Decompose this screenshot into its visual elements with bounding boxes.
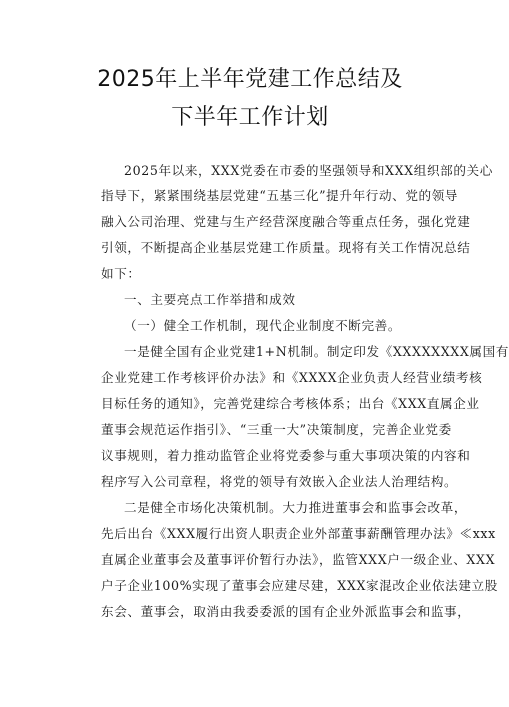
body-line: 引领，不断提高企业基层党建工作质量。现将有关工作情况总结 [101,240,471,255]
body-line: 企业党建工作考核评价办法》和《XXXX企业负责人经营业绩考核 [101,370,483,385]
body-line: 一是健全国有企业党建1+N机制。制定印发《XXXXXXXX属国有 [124,344,509,359]
body-line: 目标任务的通知》，完善党建综合考核体系；出台《XXX直属企业 [101,396,480,411]
body-line: 东会、董事会，取消由我委委派的国有企业外派监事会和监事， [101,604,471,619]
section-heading: 一、主要亮点工作举措和成效 [124,292,296,307]
body-line: 程序写入公司章程，将党的领导有效嵌入企业法人治理结构。 [101,474,458,489]
body-line: 2025年以来，XXX党委在市委的坚强领导和XXX组织部的关心 [124,163,493,178]
body-line: 二是健全市场化决策机制。大力推进董事会和监事会改革， [124,500,468,515]
body-line: 议事规则，着力推动监管企业将党委参与重大事项决策的内容和 [101,448,471,463]
body-line: 融入公司治理、党建与生产经营深度融合等重点任务，强化党建 [101,214,471,229]
body-line: 董事会规范运作指引》、“三重一大”决策制度，完善企业党委 [101,422,452,437]
body-line: 直属企业董事会及董事评价暂行办法》，监管XXX户一级企业、XXX [101,552,496,567]
subsection-heading: （一）健全工作机制，现代企业制度不断完善。 [124,318,402,333]
document-title-line-1: 2025年上半年党建工作总结及 [97,67,403,92]
body-line: 户子企业100%实现了董事会应建尽建，XXX家混改企业依法建立股 [101,578,498,593]
body-line: 如下： [101,266,141,281]
document-title-line-2: 下半年工作计划 [171,105,329,130]
body-line: 先后出台《XXX履行出资人职责企业外部董事薪酬管理办法》≪xxx [101,526,496,541]
body-line: 指导下，紧紧围绕基层党建“五基三化”提升年行动、党的领导 [101,188,459,203]
